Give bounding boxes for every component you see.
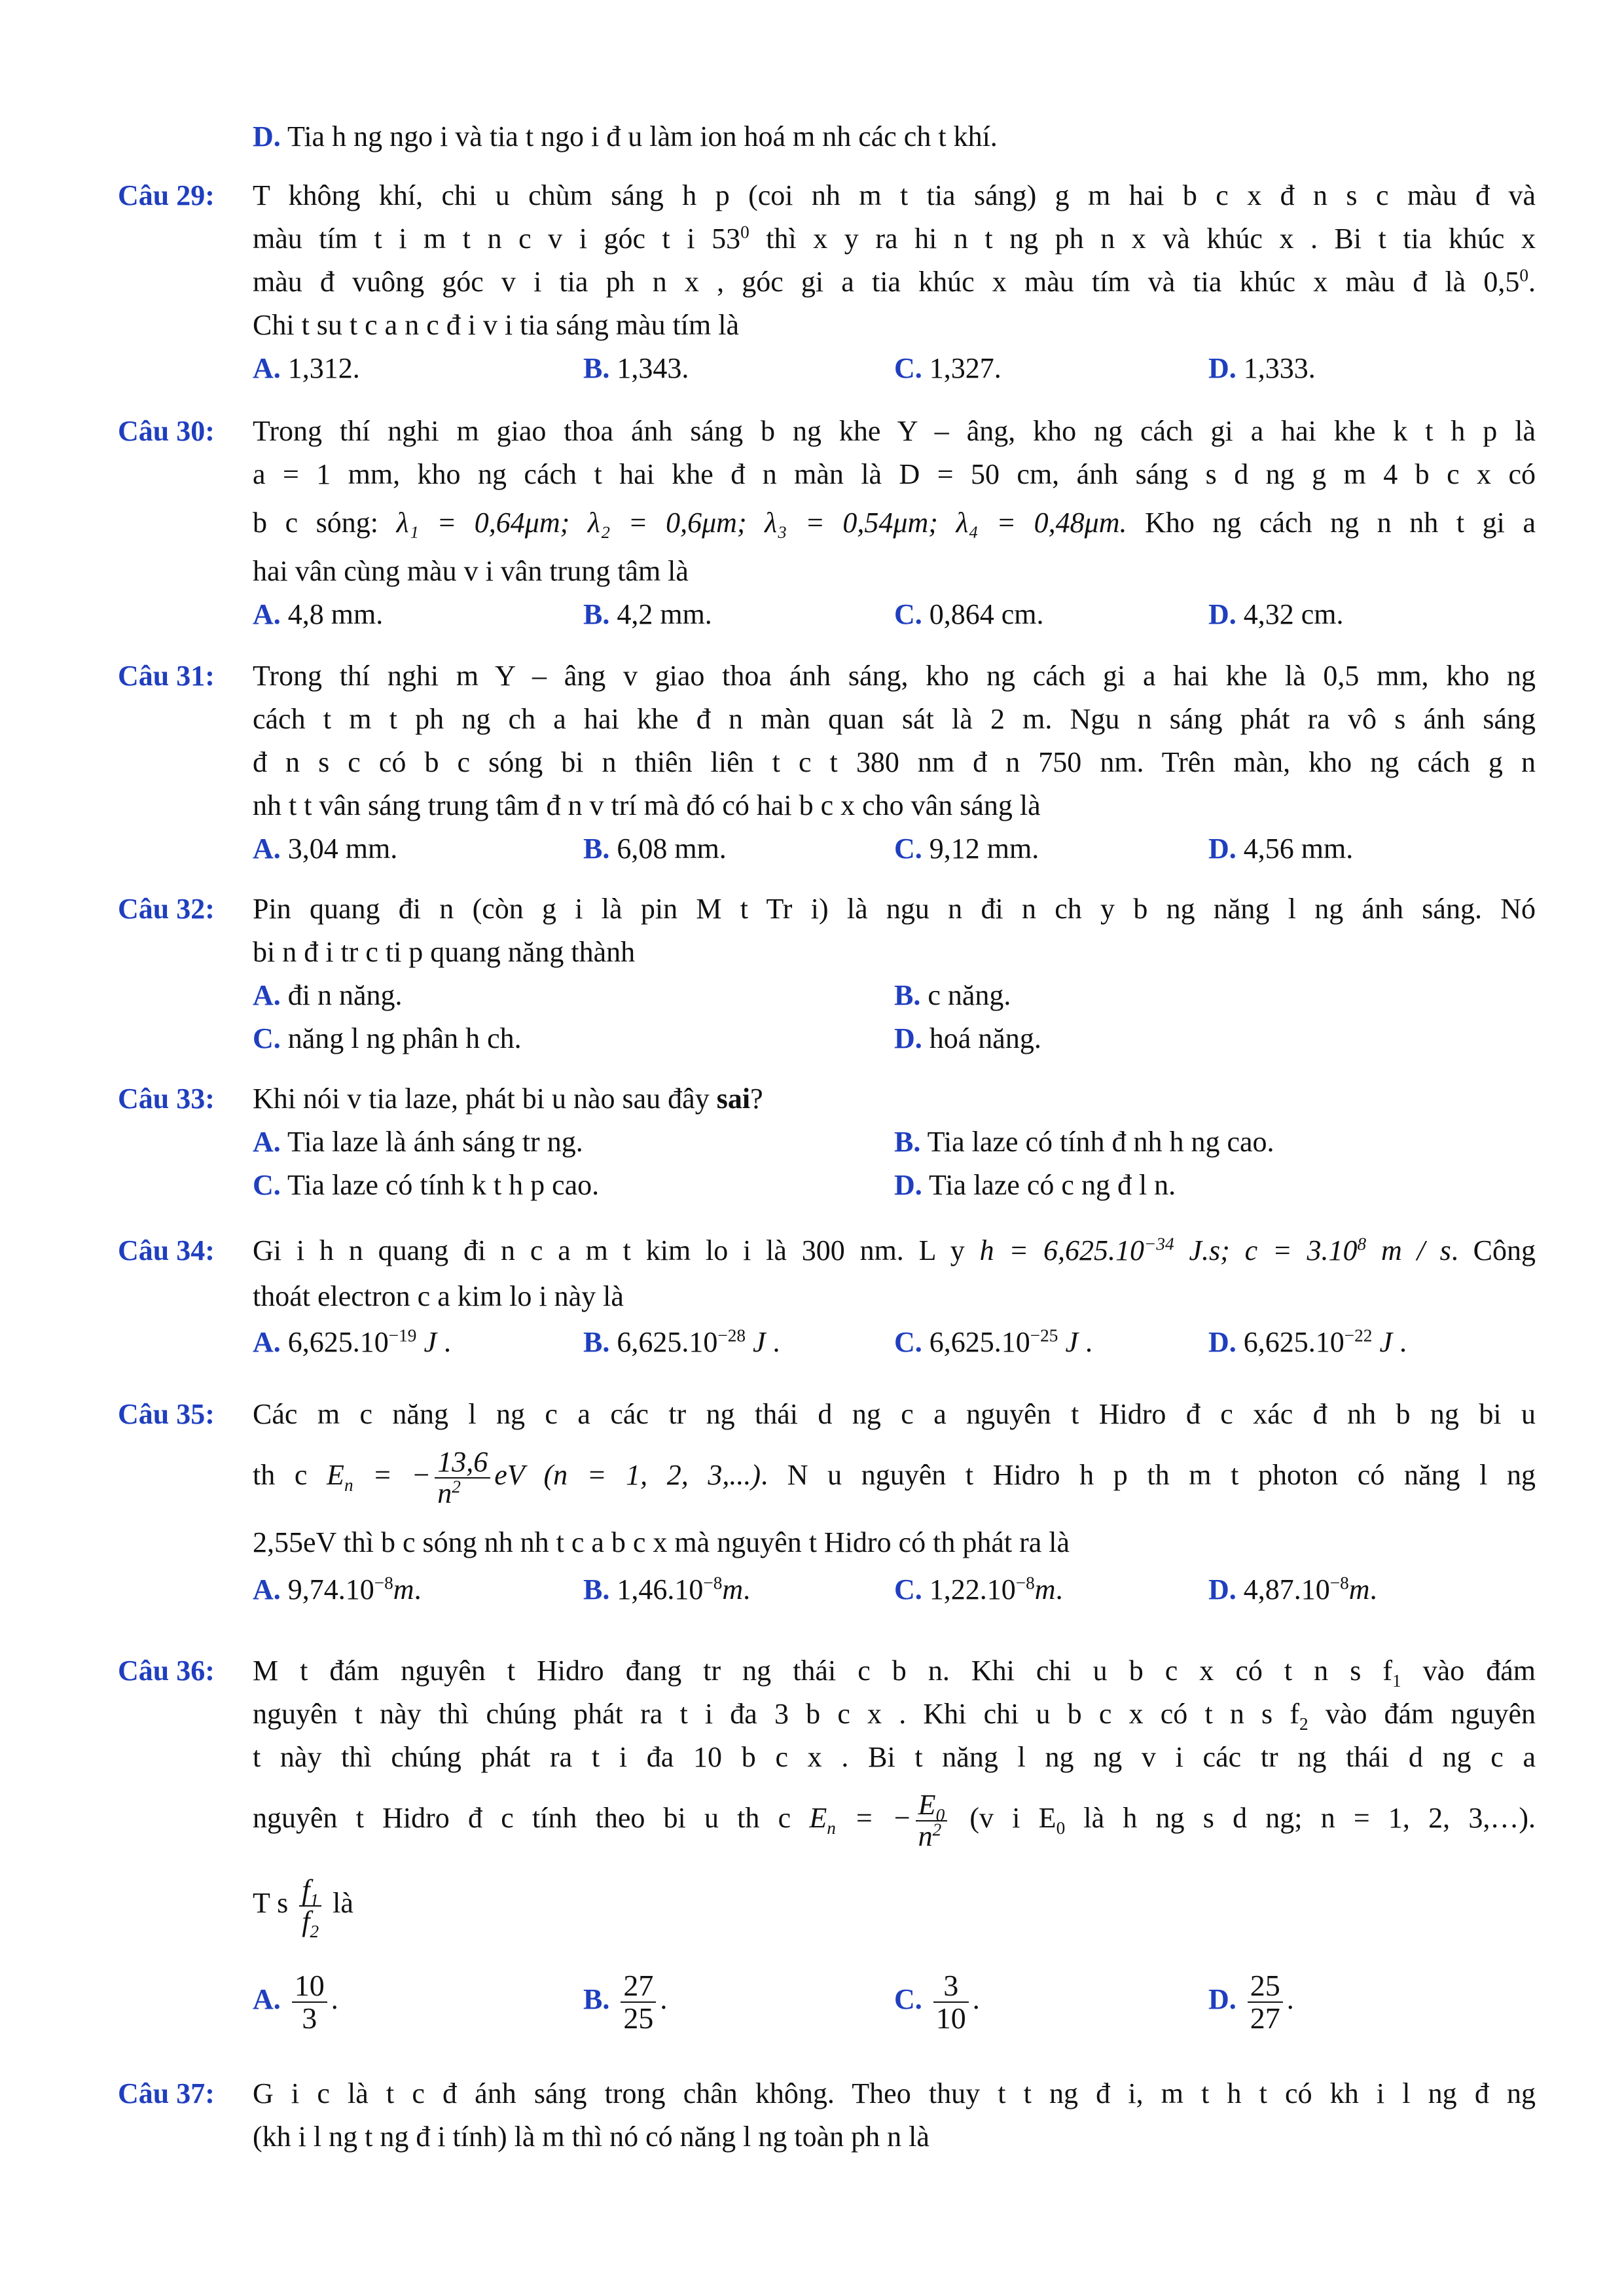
question-text-line: thoát electron c a kim lo i này là	[253, 1280, 624, 1312]
answer-option-d[interactable]: D. $6,625.10^{-22}$ J .	[1208, 1325, 1407, 1358]
question-text-line: G i c là t c đ ánh sáng trong chân không. Theo thuy t t ng đ i, m t h t có kh i l ng đ ng	[253, 2077, 1536, 2109]
answer-option-c[interactable]: C. 9,12 mm.	[894, 833, 1039, 865]
question-text-line: cách t m t ph ng ch a hai khe đ n màn quan sát là 2 m. Ngu n sáng phát ra vô s ánh sáng	[253, 703, 1536, 735]
question-label: Câu 31:	[118, 660, 215, 692]
answer-option-c[interactable]: C. Tia laze có tính k t h p cao.	[253, 1169, 600, 1201]
question-label: Câu 29:	[118, 179, 215, 211]
question-text-line: bi n đ i tr c ti p quang năng thành	[253, 936, 636, 968]
answer-option-c[interactable]: C. $1,22.10^{-8}m$.	[894, 1573, 1063, 1605]
question-text-line: Pin quang đi n (còn g i là pin M t Tr i) là ngu n đi n ch y b ng năng l ng ánh sáng. Nó	[253, 893, 1536, 925]
answer-option-b[interactable]: B. 4,2 mm.	[583, 598, 712, 630]
answer-option-b[interactable]: B. $\frac{27}{25}$ .	[583, 1968, 668, 2035]
question-text-line: màu đ vuông góc v i tia ph n x , góc gi a tia khúc x màu tím và tia khúc x màu đ là $0,5^0$.	[253, 265, 1536, 298]
question-text-line: đ n s c có b c sóng bi n thiên liên t c t 380 nm đ n 750 nm. Trên màn, kho ng cách g n	[253, 746, 1536, 778]
question-text-line: Trong thí nghi m giao thoa ánh sáng b ng khe Y – âng, kho ng cách gi a hai khe k t h p là	[253, 415, 1536, 447]
question-text-line: b c sóng: λ₁ = 0,64μm; λ₂ = 0,6μm; λ₃ = 0,54μm; λ₄ = 0,48μm. Kho ng cách ng n nh t gi a	[253, 507, 1536, 539]
question-text-line: th c $E_n$ = − $\frac{13,6}{n^2}$ eV (n = 1, 2, 3,...). N u nguyên t Hidro h p th m t photon có năng l ng	[253, 1445, 1536, 1509]
answer-option-c[interactable]: C. 1,327.	[894, 352, 1001, 384]
answer-option-b[interactable]: B. Tia laze có tính đ nh h ng cao.	[894, 1126, 1274, 1158]
answer-option-b[interactable]: B. 1,343.	[583, 352, 689, 384]
answer-option-d[interactable]: D. $4,87.10^{-8}m$.	[1208, 1573, 1377, 1605]
answer-option-a[interactable]: A. 4,8 mm.	[253, 598, 384, 630]
answer-option-d[interactable]: D. $\frac{25}{27}$ .	[1208, 1968, 1294, 2035]
answer-option-b[interactable]: B. $6,625.10^{-28}$ J .	[583, 1325, 780, 1358]
question-text-line: nh t t vân sáng trung tâm đ n v trí mà đó có hai b c x cho vân sáng là	[253, 789, 1041, 821]
answer-option-c[interactable]: C. 0,864 cm.	[894, 598, 1044, 630]
answer-option-a[interactable]: A. 1,312.	[253, 352, 360, 384]
answer-option-d[interactable]: D. 1,333.	[1208, 352, 1316, 384]
answer-option-c[interactable]: C. $\frac{3}{10}$ .	[894, 1968, 980, 2035]
energy-level-formula: $E_n$ = − $\frac{13,6}{n^2}$ eV (n = 1, 2, 3,...)	[327, 1445, 761, 1509]
option-label: D.	[253, 120, 281, 152]
question-text-line: T s $\frac{f_1}{f_2}$ là	[253, 1873, 353, 1941]
question-text-line: Các m c năng l ng c a các tr ng thái d ng c a nguyên t Hidro đ c xác đ nh b ng bi u	[253, 1398, 1536, 1430]
question-text-line: Chi t su t c a n c đ i v i tia sáng màu tím là	[253, 309, 739, 341]
question-text-line: nguyên t này thì chúng phát ra t i đa 3 b c x . Khi chi u b c x có t n s $f_2$ vào đám nguyên	[253, 1698, 1536, 1734]
answer-option-d[interactable]: D. hoá năng.	[894, 1022, 1041, 1054]
answer-option-a[interactable]: A. 3,04 mm.	[253, 833, 398, 865]
answer-option-c[interactable]: C. năng l ng phân h ch.	[253, 1022, 522, 1054]
question-text-line: M t đám nguyên t Hidro đang tr ng thái c b n. Khi chi u b c x có t n s $f_1$ vào đám	[253, 1655, 1536, 1691]
question-text-line: T không khí, chi u chùm sáng h p (coi nh m t tia sáng) g m hai b c x đ n s c màu đ và	[253, 179, 1536, 211]
question-text-line: Trong thí nghi m Y – âng v giao thoa ánh sáng, kho ng cách gi a hai khe là 0,5 mm, kho ng	[253, 660, 1536, 692]
answer-option-b[interactable]: B. c năng.	[894, 979, 1011, 1011]
question-text-line: 2,55eV thì b c sóng nh nh t c a b c x mà nguyên t Hidro có th phát ra là	[253, 1526, 1070, 1558]
question-label: Câu 34:	[118, 1234, 215, 1266]
answer-option-a[interactable]: A. Tia laze là ánh sáng tr ng.	[253, 1126, 583, 1158]
question-text-line: màu tím t i m t n c v i góc t i $53^0$ thì x y ra hi n t ng ph n x và khúc x . Bi t tia khúc x	[253, 222, 1536, 255]
question-text-line: nguyên t Hidro đ c tính theo bi u th c $E_n$ = − $\frac{E_0}{n^2}$ (v i $E_0$ là h ng s d ng; n = 1, 2, 3,…).	[253, 1788, 1536, 1852]
question-text-line: Gi i h n quang đi n c a m t kim lo i là 300 nm. L y $h = 6,625.10^{-34}$ J.s; $c = 3.10^8$ m / s. Công	[253, 1234, 1536, 1266]
answer-option-c[interactable]: C. $6,625.10^{-25}$ J .	[894, 1325, 1092, 1358]
question-text-line: (kh i l ng t ng đ i tính) là m thì nó có năng l ng toàn ph n là	[253, 2121, 929, 2153]
question-text-line: hai vân cùng màu v i vân trung tâm là	[253, 555, 689, 587]
answer-option-a[interactable]: A. $\frac{10}{3}$ .	[253, 1968, 338, 2035]
answer-option-d[interactable]: D. 4,32 cm.	[1208, 598, 1344, 630]
option-text: Tia h ng ngo i và tia t ngo i đ u làm ion hoá m nh các ch t khí.	[287, 120, 998, 152]
constants-formula: $h = 6,625.10^{-34}$ J.s; $c = 3.10^8$ m / s	[979, 1234, 1451, 1266]
question-label: Câu 35:	[118, 1398, 215, 1430]
question-text-line: t này thì chúng phát ra t i đa 10 b c x . Bi t năng l ng ng v i các tr ng thái d ng c a	[253, 1741, 1536, 1773]
question-label: Câu 32:	[118, 893, 215, 925]
energy-formula: $E_n$ = − $\frac{E_0}{n^2}$	[809, 1802, 951, 1834]
answer-option-a[interactable]: A. $6,625.10^{-19}$ J .	[253, 1325, 451, 1358]
answer-option-d[interactable]: D. Tia laze có c ng đ l n.	[894, 1169, 1176, 1201]
prev-question-option-d	[253, 115, 1536, 158]
answer-option-a[interactable]: A. đi n năng.	[253, 979, 403, 1011]
answer-option-a[interactable]: A. $9,74.10^{-8}m$.	[253, 1573, 422, 1605]
question-label: Câu 33:	[118, 1083, 215, 1115]
answer-option-b[interactable]: B. $1,46.10^{-8}m$.	[583, 1573, 751, 1605]
question-label: Câu 36:	[118, 1655, 215, 1687]
answer-option-d[interactable]: D. 4,56 mm.	[1208, 833, 1354, 865]
answer-option-b[interactable]: B. 6,08 mm.	[583, 833, 727, 865]
question-label: Câu 30:	[118, 415, 215, 447]
question-label: Câu 37:	[118, 2077, 215, 2109]
wavelength-formula: λ₁ = 0,64μm; λ₂ = 0,6μm; λ₃ = 0,54μm; λ₄ = 0,48μm.	[396, 507, 1127, 539]
question-text-line: Khi nói v tia laze, phát bi u nào sau đây sai?	[253, 1083, 763, 1115]
question-text-line: a = 1 mm, kho ng cách t hai khe đ n màn là D = 50 cm, ánh sáng s d ng g m 4 b c x có	[253, 458, 1536, 490]
frequency-ratio: $\frac{f_1}{f_2}$	[299, 1875, 321, 1937]
